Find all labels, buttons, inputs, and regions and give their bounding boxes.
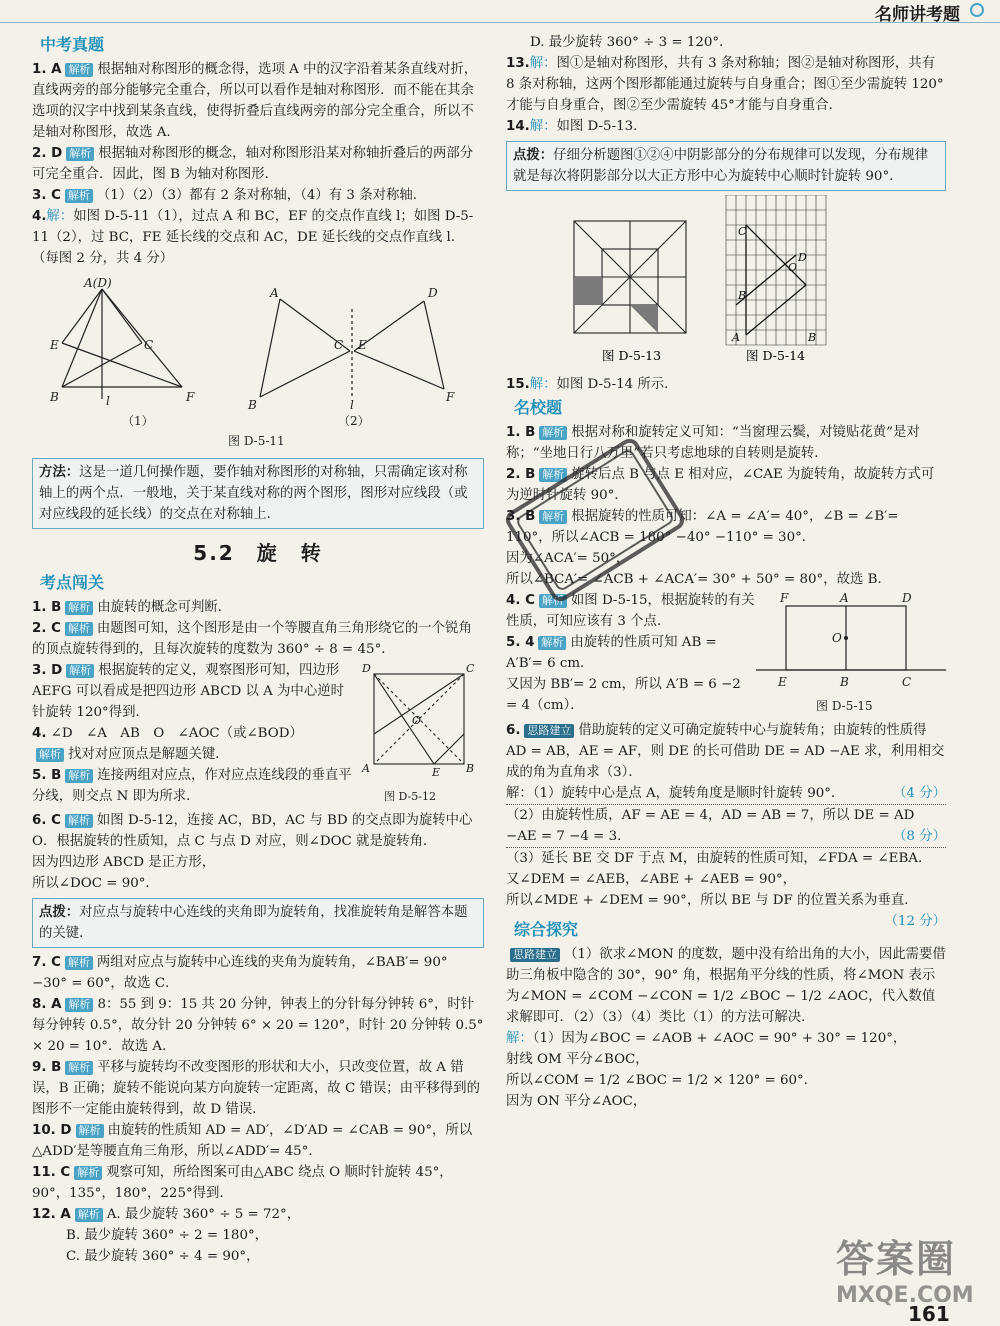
tip-box-1 — [32, 898, 484, 948]
m4-tag: 解析 — [539, 594, 567, 608]
z-jie: 解： — [506, 1031, 533, 1046]
svg-text:E: E — [778, 675, 787, 689]
k6-text: 如图 D-5-12，连接 AC，BD，AC 与 BD 的交点即为旋转中心 O．根据旋转的性质知，点 C 与点 D 对应，则∠DOC 就是旋转角． — [32, 813, 473, 849]
method-text: 这是一道几何操作题，要作轴对称图形的对称轴，只需确定该对称轴上的两个点．一般地，关于某直线对称的两个图形，图形对应线段（或对应线段的延长线）的交点在对称轴上． — [39, 465, 468, 522]
m1-num: 1. B — [506, 425, 536, 440]
answer-m5 — [506, 632, 756, 674]
k5-text: 连接两组对应点，作对应点连线段的垂直平分线，则交点 N 即为所求． — [32, 768, 352, 804]
method-title: 方法： — [39, 465, 80, 480]
answer-k1 — [32, 597, 484, 618]
k2-text: 由题图可知，这个图形是由一个等腰直角三角形绕它的一个锐角的顶点旋转得到的，且每次旋转的度数为 360° ÷ 8 = 45°． — [32, 621, 472, 657]
q3-text: （1）（2）（3）都有 2 条对称轴，（4）有 3 条对称轴． — [96, 188, 427, 203]
left-column — [32, 32, 484, 1267]
m6-part5 — [506, 890, 946, 929]
svg-text:A: A — [270, 286, 279, 300]
svg-text:C: C — [334, 338, 344, 352]
m1-tag: 解析 — [539, 426, 567, 440]
k6-line2: 因为四边形 ABCD 是正方形， — [32, 855, 216, 870]
k13-num: 13. — [506, 56, 530, 71]
svg-text:E: E — [432, 766, 441, 779]
k3-to-k6-block — [32, 660, 484, 810]
brand-name: 答案圈 — [836, 1237, 957, 1281]
svg-text:A(D): A(D) — [84, 276, 112, 290]
figures-d-5-13-14 — [506, 195, 946, 367]
k10-tag: 解析 — [76, 1124, 104, 1138]
m5-line2: 又因为 BB′= 2 cm，所以 A′B = 6 −2 = 4（cm）． — [506, 677, 741, 713]
svg-text:l: l — [106, 394, 110, 408]
answer-k7 — [32, 952, 484, 994]
svg-text:F: F — [446, 390, 455, 404]
m6-text: 借助旋转的定义可确定旋转中心与旋转角；由旋转的性质得 AD = AB，AE = AF，则 DE 的长可借助 DE = AD −AE 求，利用相交成的角为直角求（3）． — [506, 723, 945, 780]
svg-text:D: D — [362, 662, 371, 675]
k3-to-k5-text — [32, 660, 354, 810]
m6-p3: （3）延长 BE 交 DF 于点 M，由旋转的性质可知，∠FDA = ∠EBA． — [506, 851, 932, 866]
fig515-caption: 图 D-5-15 — [816, 699, 873, 713]
svg-text:O: O — [832, 631, 842, 645]
k12-b: B. 最少旋转 360° ÷ 2 = 180°， — [66, 1228, 269, 1243]
k9-text: 平移与旋转均不改变图形的形状和大小，只改变位置，故 A 错误，B 正确；旋转不能说向某方向旋转一定距离，故 C 错误；由平移得到的图形不一定能由旋转得到，故 D 错误． — [32, 1060, 480, 1117]
section-title-kaodian: 考点闯关 — [40, 573, 105, 592]
q3-num: 3. C — [32, 188, 61, 203]
svg-text:C: C — [902, 675, 912, 689]
m5-num: 5. 4 — [506, 635, 535, 650]
answer-k14 — [506, 116, 946, 137]
q1-tag: 解析 — [65, 63, 93, 77]
answer-k15 — [506, 374, 946, 395]
z-tag: 思路建立 — [510, 948, 560, 962]
k9-num: 9. B — [32, 1060, 62, 1075]
q4-jie: 解： — [46, 209, 74, 224]
svg-text:D: D — [902, 591, 912, 605]
fig513-caption: 图 D-5-13 — [602, 348, 662, 363]
k12-d: D. 最少旋转 360° ÷ 3 = 120°． — [530, 35, 733, 50]
m6-part2 — [506, 805, 946, 848]
svg-text:C: C — [144, 338, 154, 352]
k8-text: 8：55 到 9：15 共 20 分钟，钟表上的分针每分钟转 6°，时针每分钟转 0.5°，故分针 20 分钟转 6° × 20 = 120°，时针 20 分钟转 0.5° × 20 = 10°．故选 A． — [32, 997, 484, 1054]
k4b-text: 找对对应顶点是解题关键． — [68, 747, 229, 762]
m1-text: 根据对称和旋转定义可知：“当窗理云鬓，对镜贴花黄”是对称；“坐地日行八万里”若只考虑地球的自转则是旋转． — [506, 425, 920, 461]
svg-text:l: l — [350, 398, 354, 412]
k1-tag: 解析 — [65, 601, 93, 615]
k12-num: 12. A — [32, 1207, 71, 1222]
k4b-tag: 解析 — [36, 748, 64, 762]
svg-text:B: B — [248, 398, 257, 412]
k7-num: 7. C — [32, 955, 61, 970]
tip1-text: 对应点与旋转中心连线的夹角即为旋转角，找准旋转角是解答本题的关键． — [39, 905, 468, 941]
k6-line3: 所以∠DOC = 90°． — [32, 876, 159, 891]
m2-tag: 解析 — [539, 468, 567, 482]
q1-text: 根据轴对称图形的概念得，选项 A 中的汉字沿着某条直线对折，直线两旁的部分能够完全重合，所以可以看作是轴对称图形．而不能在其余选项的汉字中找到某条直线，使得折叠后直线两旁的部分完全重合，所以不是轴对称图形，故选 A． — [32, 62, 478, 140]
answer-q4 — [32, 206, 484, 269]
q4-num: 4. — [32, 209, 47, 224]
k15-jie: 解： — [529, 377, 557, 392]
svg-text:B: B — [50, 390, 59, 404]
k7-text: 两组对应点与旋转中心连线的夹角为旋转角，∠BAB′= 90° −30° = 60°，故选 C． — [32, 955, 448, 991]
answer-k6 — [32, 810, 484, 852]
section-title-zhongkao: 中考真题 — [40, 35, 105, 54]
k11-num: 11. C — [32, 1165, 71, 1180]
answer-k2 — [32, 618, 484, 660]
page-header — [0, 0, 1000, 23]
k6-tag: 解析 — [65, 814, 93, 828]
k1-text: 由旋转的概念可判断． — [97, 600, 232, 615]
z-part1 — [506, 1028, 946, 1049]
section-title-mingxiao: 名校题 — [514, 398, 563, 417]
header-dot-icon — [970, 3, 984, 17]
m6-score1: （4 分） — [893, 786, 946, 801]
tip1-title: 点拨： — [39, 905, 80, 920]
m4-num: 4. C — [506, 593, 535, 608]
svg-text:A: A — [732, 331, 740, 344]
q2-num: 2. D — [32, 146, 63, 161]
answer-k4 — [32, 723, 354, 744]
k7-tag: 解析 — [65, 956, 93, 970]
answer-m6 — [506, 720, 946, 783]
svg-text:B: B — [840, 675, 849, 689]
k8-tag: 解析 — [65, 998, 93, 1012]
m6-part1 — [506, 783, 946, 805]
answer-k5 — [32, 765, 354, 807]
stamp-watermark — [500, 430, 690, 610]
tip-box-2 — [506, 141, 946, 191]
answer-q3 — [32, 185, 484, 206]
answer-k8 — [32, 994, 484, 1057]
svg-text:B: B — [738, 289, 747, 302]
k3-num: 3. D — [32, 663, 63, 678]
z-p4: 因为 ON 平分∠AOC， — [506, 1094, 647, 1109]
answer-z — [506, 944, 946, 1028]
k13-text: 图①是轴对称图形，共有 3 条对称轴；图②是轴对称图形，共有 8 条对称轴，这两个图形都能通过旋转与自身重合；图①至少需旋转 120°才能与自身重合，图②至少需旋转 45°才能与自身重合． — [506, 56, 944, 113]
fig511-caption: 图 D-5-11 — [228, 434, 285, 447]
svg-text:C: C — [466, 662, 475, 675]
k11-tag: 解析 — [74, 1166, 102, 1180]
figure-d-5-12 — [354, 660, 484, 810]
k2-num: 2. C — [32, 621, 61, 636]
svg-text:A: A — [840, 591, 849, 605]
fig511-sub1: （1） — [122, 414, 154, 428]
k4-text: ∠D ∠A AB O ∠AOC（或∠BOD） — [50, 726, 303, 741]
svg-text:D: D — [798, 251, 807, 264]
k9-tag: 解析 — [65, 1061, 93, 1075]
k13-jie: 解： — [529, 56, 557, 71]
svg-text:E: E — [358, 338, 367, 352]
answer-q1 — [32, 59, 484, 143]
m6-score3: （12 分） — [884, 914, 946, 929]
k6-num: 6. C — [32, 813, 61, 828]
method-box — [32, 458, 484, 529]
svg-text:E: E — [50, 338, 59, 352]
m5-tag: 解析 — [538, 636, 566, 650]
m3-text: 根据旋转的性质可知：∠A = ∠A′= 40°，∠B = ∠B′= 110°，所以∠ACB = 180° −40° −110° = 30°． — [506, 509, 899, 545]
q2-text: 根据轴对称图形的概念，轴对称图形沿某对称轴折叠后的两部分可完全重合．因此，图 B 为轴对称图形． — [32, 146, 474, 182]
figure-d-5-11 — [32, 269, 484, 447]
fig511-sub2: （2） — [338, 414, 370, 428]
m3-line3: 所以∠BCA′= ∠ACB + ∠ACA′= 30° + 50° = 80°，故选 B． — [506, 572, 891, 587]
k14-num: 14. — [506, 119, 530, 134]
svg-text:F: F — [780, 591, 789, 605]
k3-text: 根据旋转的定义，观察图形可知，四边形 AEFG 可以看成是把四边形 ABCD 以 A 为中心逆时针旋转 120°得到． — [32, 663, 344, 720]
k11-text: 观察可知，所给图案可由△ABC 绕点 O 顺时针旋转 45°，90°，135°，180°，225°得到． — [32, 1165, 453, 1201]
k3-tag: 解析 — [66, 664, 94, 678]
answer-k3 — [32, 660, 354, 723]
q4-text: 如图 D-5-11（1），过点 A 和 BC，EF 的交点作直线 l；如图 D-5-11（2），过 BC，FE 延长线的交点和 AC，DE 延长线的交点作直线 l．（每图 2 分，共 4 分） — [32, 209, 474, 266]
k10-num: 10. D — [32, 1123, 72, 1138]
fig514-caption: 图 D-5-14 — [746, 348, 806, 363]
section-title-zonghe: 综合探究 — [514, 920, 579, 939]
m5-text: 由旋转的性质可知 AB = A′B′= 6 cm． — [506, 635, 717, 671]
k12-tag: 解析 — [75, 1208, 103, 1222]
svg-text:O: O — [412, 714, 422, 727]
figure-d-5-15 — [756, 590, 946, 720]
answer-k4b — [32, 744, 354, 765]
m6-p1: 解：（1）旋转中心是点 A，旋转角度是顺时针旋转 90°． — [506, 786, 845, 801]
m2-num: 2. B — [506, 467, 536, 482]
header-title: 名师讲考题 — [875, 5, 960, 25]
svg-text:B: B — [808, 331, 817, 344]
k15-text: 如图 D-5-14 所示． — [556, 377, 678, 392]
m6-num: 6. — [506, 723, 521, 738]
m6-p2: （2）由旋转性质，AF = AE = 4，AD = AB = 7，所以 DE = AD −AE = 7 −4 = 3． — [506, 808, 915, 844]
svg-text:O: O — [788, 261, 798, 274]
k15-num: 15. — [506, 377, 530, 392]
k5-num: 5. B — [32, 768, 62, 783]
z-text: （1）欲求∠MON 的度数，题中没有给出角的大小，因此需要借助三角板中隐含的 30°，90° 角，根据角平分线的性质，将∠MON 表示为∠MON = ∠COM −∠CON = 1/2 ∠BOC − 1/2 ∠AOC，代入数值求解即可．（2）（3）（4）类比（1）的方法可解决． — [506, 947, 946, 1025]
answer-q2 — [32, 143, 484, 185]
fig512-caption: 图 D-5-12 — [384, 790, 436, 803]
k8-num: 8. A — [32, 997, 62, 1012]
chapter-title: 5.2 旋 转 — [193, 541, 323, 565]
svg-text:C: C — [738, 225, 747, 238]
brand-url: MXQE.COM — [836, 1283, 974, 1308]
k12-a: A. 最少旋转 360° ÷ 5 = 72°， — [106, 1207, 301, 1222]
page-number: 161 — [908, 1302, 950, 1326]
m3-line2: 因为∠ACA′= 50°， — [506, 551, 630, 566]
svg-text:B: B — [466, 762, 475, 775]
z-p1: （1）因为∠BOC = ∠AOB + ∠AOC = 90° + 30° = 120°， — [532, 1031, 907, 1046]
answer-k10 — [32, 1120, 484, 1162]
m3-num: 3. B — [506, 509, 536, 524]
m2-text: 旋转后点 B 与点 E 相对应，∠CAE 为旋转角，故旋转方式可为逆时针旋转 90°． — [506, 467, 935, 503]
z-p2: 射线 OM 平分∠BOC， — [506, 1052, 649, 1067]
k10-text: 由旋转的性质知 AD = AD′，∠D′AD = ∠CAB = 90°，所以△ADD′是等腰直角三角形，所以∠ADD′= 45°． — [32, 1123, 473, 1159]
tip2-title: 点拨： — [513, 148, 554, 163]
k1-num: 1. B — [32, 600, 62, 615]
m6-p4: 又∠DEM = ∠AEB，∠ABE + ∠AEB = 90°， — [506, 872, 797, 887]
m4-text: 如图 D-5-15，根据旋转的有关性质，可知应该有 3 个点． — [506, 593, 755, 629]
k2-tag: 解析 — [65, 622, 93, 636]
m3-tag: 解析 — [539, 510, 567, 524]
m6-tag: 思路建立 — [524, 724, 574, 738]
m6-score2: （8 分） — [893, 829, 946, 844]
k14-jie: 解： — [529, 119, 557, 134]
answer-k9 — [32, 1057, 484, 1120]
tip2-text: 仔细分析题图①②④中阴影部分的分布规律可以发现，分布规律就是每次将阴影部分以大正方形中心为旋转中心顺时针旋转 90°． — [513, 148, 929, 184]
k12-c: C. 最少旋转 360° ÷ 4 = 90°， — [66, 1249, 260, 1264]
q1-num: 1. A — [32, 62, 62, 77]
k4-num: 4. — [32, 726, 47, 741]
z-p3: 所以∠COM = 1/2 ∠BOC = 1/2 × 120° = 60°． — [506, 1073, 818, 1088]
svg-text:F: F — [186, 390, 195, 404]
k5-tag: 解析 — [65, 769, 93, 783]
k14-text: 如图 D-5-13． — [556, 119, 647, 134]
q3-tag: 解析 — [65, 189, 93, 203]
answer-k13 — [506, 53, 946, 116]
q2-tag: 解析 — [66, 147, 94, 161]
svg-text:D: D — [428, 286, 438, 300]
answer-k11 — [32, 1162, 484, 1204]
m6-p5: 所以∠MDE + ∠DEM = 90°，所以 BE 与 DF 的位置关系为垂直． — [506, 893, 918, 908]
svg-text:A: A — [362, 762, 370, 775]
answer-k12 — [32, 1204, 484, 1225]
